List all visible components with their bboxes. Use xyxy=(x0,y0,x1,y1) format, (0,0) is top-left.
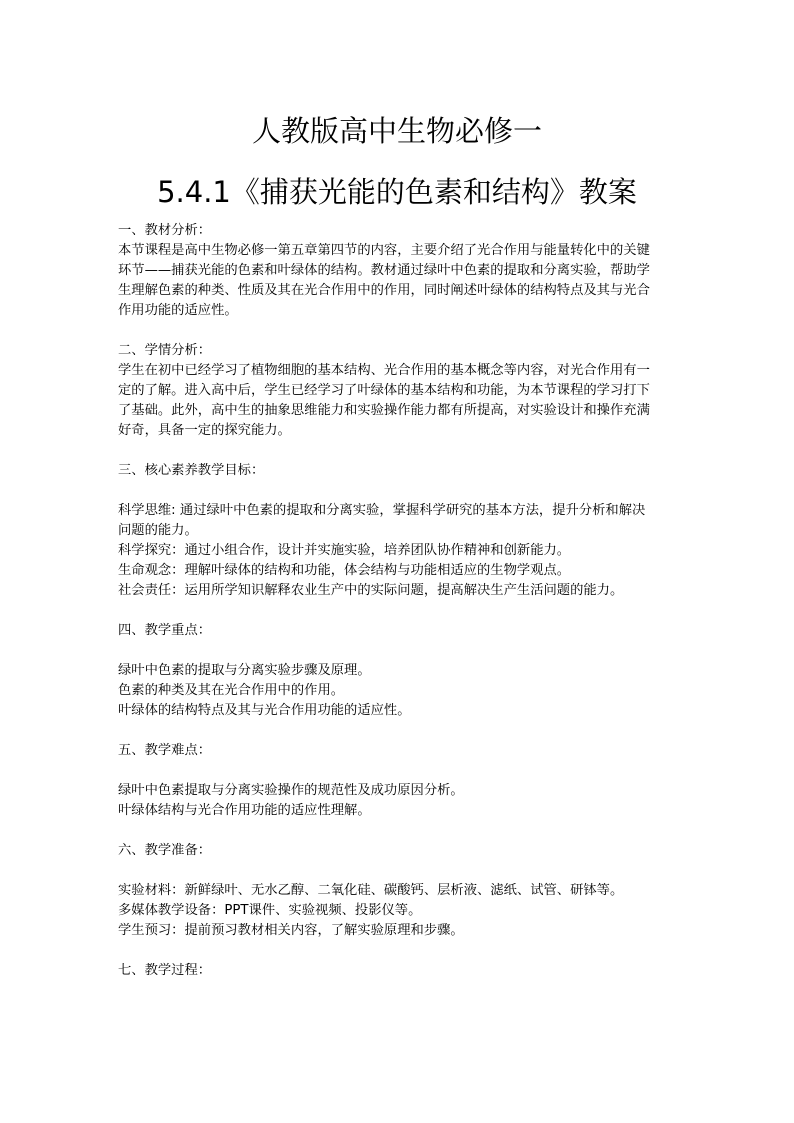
paragraph-line: 学生在初中已经学习了植物细胞的基本结构、光合作用的基本概念等内容，对光合作用有一 xyxy=(118,363,650,378)
paragraph-line: 学生预习：提前预习教材相关内容，了解实验原理和步骤。 xyxy=(118,923,464,938)
document-body xyxy=(118,221,676,981)
paragraph-line: 了基础。此外，高中生的抽象思维能力和实验操作能力都有所提高，对实验设计和操作充满 xyxy=(118,403,650,418)
paragraph-line: 叶绿体结构与光合作用功能的适应性理解。 xyxy=(118,803,371,818)
paragraph-line: 环节——捕获光能的色素和叶绿体的结构。教材通过绿叶中色素的提取和分离实验，帮助学 xyxy=(118,263,650,278)
paragraph-line: 实验材料：新鲜绿叶、无水乙醇、二氧化硅、碳酸钙、层析液、滤纸、试管、研钵等。 xyxy=(118,883,624,898)
paragraph-line: 生理解色素的种类、性质及其在光合作用中的作用，同时阐述叶绿体的结构特点及其与光合 xyxy=(118,283,650,298)
spacer xyxy=(118,441,676,461)
spacer xyxy=(118,601,676,621)
paragraph-line: 好奇，具备一定的探究能力。 xyxy=(118,423,291,438)
paragraph-line: 多媒体教学设备：PPT课件、实验视频、投影仪等。 xyxy=(118,903,422,918)
paragraph-line: 问题的能力。 xyxy=(118,523,198,538)
document-title: 人教版高中生物必修一 xyxy=(251,114,542,148)
section-heading: 五、教学难点： xyxy=(118,743,212,758)
spacer xyxy=(118,941,676,961)
section-heading: 六、教学准备： xyxy=(118,843,212,858)
spacer xyxy=(118,721,676,741)
spacer xyxy=(118,321,676,341)
spacer xyxy=(118,821,676,841)
section-heading: 二、学情分析： xyxy=(118,343,212,358)
document-subtitle: 5.4.1《捕获光能的色素和结构》教案 xyxy=(157,175,637,209)
paragraph-line: 生命观念：理解叶绿体的结构和功能，体会结构与功能相适应的生物学观点。 xyxy=(118,563,571,578)
paragraph-line: 社会责任：运用所学知识解释农业生产中的实际问题，提高解决生产生活问题的能力。 xyxy=(118,583,624,598)
section-heading: 三、核心素养教学目标： xyxy=(118,463,265,478)
paragraph-line: 本节课程是高中生物必修一第五章第四节的内容，主要介绍了光合作用与能量转化中的关键 xyxy=(118,243,650,258)
paragraph-line: 绿叶中色素的提取与分离实验步骤及原理。 xyxy=(118,663,371,678)
section-heading: 七、教学过程： xyxy=(118,963,212,978)
spacer xyxy=(118,861,676,881)
paragraph-line: 作用功能的适应性。 xyxy=(118,303,238,318)
paragraph-line: 定的了解。进入高中后，学生已经学习了叶绿体的基本结构和功能，为本节课程的学习打下 xyxy=(118,383,650,398)
paragraph-line: 叶绿体的结构特点及其与光合作用功能的适应性。 xyxy=(118,703,411,718)
spacer xyxy=(118,761,676,781)
spacer xyxy=(118,641,676,661)
section-heading: 一、教材分析： xyxy=(118,223,212,238)
section-heading: 四、教学重点： xyxy=(118,623,212,638)
spacer xyxy=(118,481,676,501)
paragraph-line: 绿叶中色素提取与分离实验操作的规范性及成功原因分析。 xyxy=(118,783,464,798)
paragraph-line: 色素的种类及其在光合作用中的作用。 xyxy=(118,683,345,698)
paragraph-line: 科学思维: 通过绿叶中色素的提取和分离实验，掌握科学研究的基本方法，提升分析和解决 xyxy=(118,503,646,518)
paragraph-line: 科学探究：通过小组合作，设计并实施实验，培养团队协作精神和创新能力。 xyxy=(118,543,571,558)
